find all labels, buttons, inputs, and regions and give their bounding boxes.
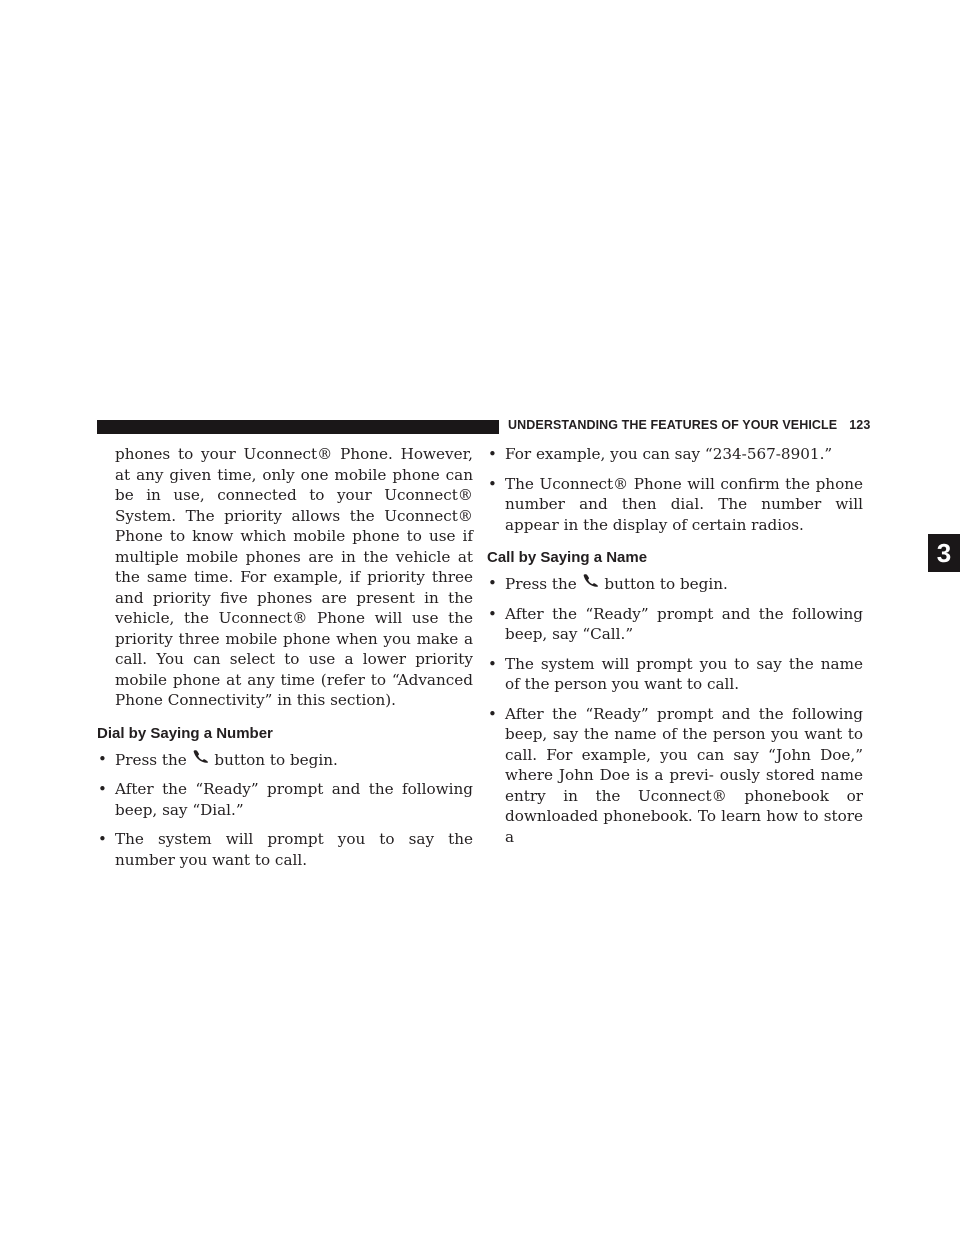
bullet-dot-icon: •	[98, 780, 107, 798]
list-item	[97, 829, 473, 870]
bullet-dot-icon: •	[98, 830, 107, 848]
header-section-title: UNDERSTANDING THE FEATURES OF YOUR VEHICLE	[508, 418, 838, 432]
bullet-text: The Uconnect® Phone will confirm the phone number and then dial. The number will appear in the display of certain radios.	[505, 474, 863, 534]
list-item	[487, 573, 863, 595]
bullet-text: After the “Ready” prompt and the following beep, say “Dial.”	[115, 780, 473, 819]
list-item	[487, 444, 863, 465]
bullet-dot-icon: •	[98, 749, 107, 768]
intro-paragraph: phones to your Uconnect® Phone. However, at any given time, only one mobile phone can be in use, connected to your Uconnect® System. The priority allows the Uconnect® Phone to know which mobile phone to use if multiple mobile phones are in the vehicle at the same time. For example, if priority three and priority five phones are present in the vehicle, the Uconnect® Phone will use the priority three mobile phone when you make a call. You can select to use a lower priority mobile phone at any time (refer to “Advanced Phone Connectivity” in this section).	[115, 445, 473, 709]
phone-handset-icon	[192, 749, 209, 763]
list-item	[97, 749, 473, 771]
bullet-text-before: Press the	[505, 575, 577, 593]
bullet-text: After the “Ready” prompt and the following beep, say “Call.”	[505, 604, 863, 643]
bullet-dot-icon: •	[488, 574, 497, 592]
bullet-dot-icon: •	[488, 445, 497, 463]
page-number: 123	[849, 418, 871, 432]
chapter-tab: 3	[928, 534, 960, 572]
header-rule-bar	[97, 420, 499, 434]
bullet-dot-icon: •	[488, 654, 497, 673]
bullet-text: For example, you can say “234-567-8901.”	[505, 445, 833, 463]
heading-call-by-name: Call by Saying a Name	[487, 549, 648, 566]
heading-dial-by-number: Dial by Saying a Number	[97, 724, 273, 742]
bullet-dot-icon: •	[488, 704, 497, 723]
phone-handset-icon	[582, 573, 599, 587]
list-item	[487, 604, 863, 645]
list-item	[487, 704, 863, 848]
bullet-text-after: button to begin.	[604, 575, 728, 593]
bullet-dot-icon: •	[488, 474, 497, 493]
bullet-text: After the “Ready” prompt and the following beep, say the name of the person you want to call. For example, you can say “John Doe,” where John Doe is a previ- ously stored name entry in the Uconnect® phonebook or downloaded phonebook. To learn how to store a	[505, 704, 863, 846]
bullet-text-after: button to begin.	[214, 750, 338, 769]
running-header	[508, 418, 870, 432]
list-item	[97, 779, 473, 820]
list-item	[487, 474, 863, 536]
bullet-dot-icon: •	[488, 604, 497, 623]
bullet-text: The system will prompt you to say the number you want to call.	[115, 830, 473, 869]
right-column	[487, 444, 863, 856]
left-column	[97, 444, 473, 879]
bullet-text: The system will prompt you to say the name of the person you want to call.	[505, 654, 863, 693]
list-item	[487, 654, 863, 695]
bullet-text-before: Press the	[115, 750, 187, 769]
